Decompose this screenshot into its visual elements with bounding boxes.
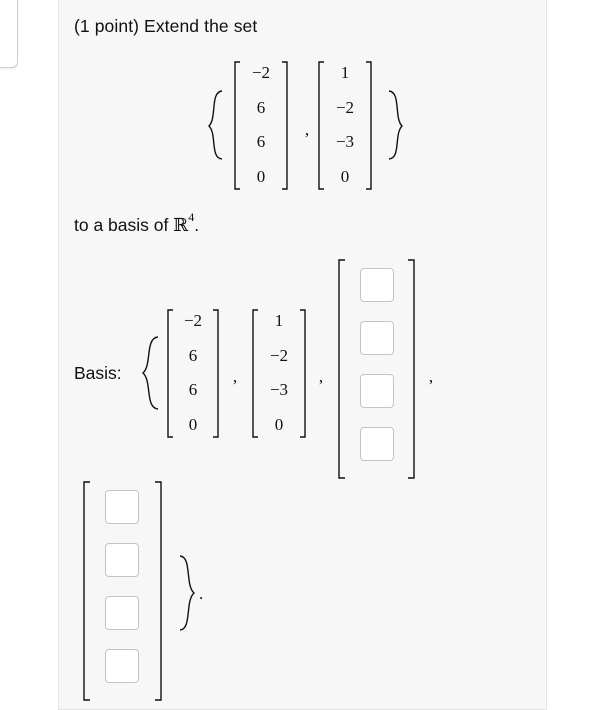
basis-end-period: . [199,584,204,603]
basis-comma-3: , [428,367,434,386]
basis-label: Basis: [74,363,122,383]
answer-vector-1-entry-4[interactable] [360,427,394,461]
problem-title: (1 point) Extend the set [74,16,258,36]
basis-vector-1-entry-3: 6 [188,380,198,399]
field-exponent: 4 [188,210,195,224]
given-set-open-brace [209,91,222,159]
basis-vector-1-right-bracket [213,310,218,437]
given-vector-2-entry-3: −3 [335,132,355,151]
given-vector-2-entry-2: −2 [335,98,355,117]
answer-vector-1-entry-1[interactable] [360,268,394,302]
given-vector-2-entry-1: 1 [340,63,350,82]
field-symbol: ℝ [173,214,189,236]
answer-vector-2-right-bracket [155,482,161,700]
given-vector-1-entry-1: −2 [251,63,271,82]
answer-vector-2-entry-2[interactable] [105,543,139,577]
basis-vector-1-entry-4: 0 [188,415,198,434]
given-vector-2-entry-4: 0 [340,167,350,186]
basis-vector-2-entry-4: 0 [274,415,284,434]
answer-vector-2-left-bracket [84,482,90,700]
basis-vector-1-entry-1: −2 [183,311,203,330]
given-vector-1-right-bracket [282,62,287,189]
statement-text: to a basis of [74,214,174,235]
given-vector-1-entry-4: 0 [256,167,266,186]
basis-vector-2-left-bracket [253,310,258,437]
given-set-close-brace [389,91,402,159]
basis-open-brace [143,337,158,409]
answer-vector-2-entry-4[interactable] [105,649,139,683]
basis-vector-2-right-bracket [300,310,305,437]
basis-comma-1: , [232,367,238,386]
answer-vector-1-entry-2[interactable] [360,321,394,355]
answer-vector-1-entry-3[interactable] [360,374,394,408]
basis-vector-2-entry-2: −2 [269,346,289,365]
basis-vector-1-entry-2: 6 [188,346,198,365]
given-vector-2-right-bracket [366,62,371,189]
given-vector-2-left-bracket [319,62,324,189]
basis-vector-2-entry-3: −3 [269,380,289,399]
basis-close-brace [180,556,194,630]
answer-vector-1-right-bracket [408,260,414,478]
given-vector-1-left-bracket [235,62,240,189]
basis-vector-2-entry-1: 1 [274,311,284,330]
problem-statement [74,210,200,236]
answer-vector-1-left-bracket [339,260,345,478]
answer-vector-2-entry-3[interactable] [105,596,139,630]
basis-comma-2: , [318,367,324,386]
answer-vector-2-entry-1[interactable] [105,490,139,524]
given-set-comma: , [304,120,310,139]
given-vector-1-entry-3: 6 [256,132,266,151]
given-vector-1-entry-2: 6 [256,98,266,117]
basis-vector-1-left-bracket [168,310,173,437]
statement-end: . [194,214,200,235]
